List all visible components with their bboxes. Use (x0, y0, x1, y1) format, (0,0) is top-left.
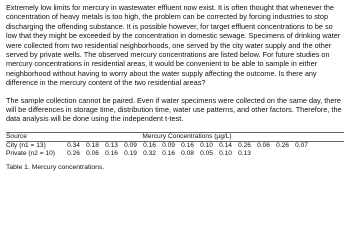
table-cell: 0.34 (67, 141, 80, 149)
table-cell: 0.18 (86, 141, 99, 149)
table-cell: 0.14 (219, 141, 232, 149)
table-cell: 0.19 (124, 149, 137, 157)
table-cell: 0.16 (105, 149, 118, 157)
mercury-table (6, 132, 344, 158)
table-cell: 0.26 (238, 141, 251, 149)
table-cell: 0.06 (257, 141, 270, 149)
table-cell: 0.13 (238, 149, 251, 157)
table-cell: 0.10 (219, 149, 232, 157)
table-cell: 0.09 (124, 141, 137, 149)
table-row (6, 150, 344, 158)
table-cell: 0.07 (295, 141, 308, 149)
table-cell: 0.08 (181, 149, 194, 157)
header-source: Source (6, 132, 27, 140)
header-values: Mercury Concentrations (µg/L) (142, 132, 232, 140)
problem-paragraph: Extremely low limits for mercury in wastewater effluent now exist. It is often thought that whenever the concentration of heavy metals is too high, the problem can be corrected by forcing industries to stop discharging the offending substance. It is possible however, for target effluent concentrations to be so low that they might be exceeded by the concentration in domestic sewage. Specimens of drinking water were collected from two residential neighborhoods, one served by the city water supply and the other served by private wells. The observed mercury concentrations are listed below. For future studies on mercury concentrations in residential areas, it would be convenient to be able to sample in either neighborhood without having to worry about the water supply affecting the outcome. Is there any difference in the mercury content of the two residential areas? (6, 3, 341, 88)
table-row (6, 142, 344, 150)
table-cell: 0.16 (162, 149, 175, 157)
table-header-row (6, 133, 344, 141)
table-cell: 0.26 (276, 141, 289, 149)
table-cell: 0.09 (162, 141, 175, 149)
table-cell: 0.26 (67, 149, 80, 157)
table-cell: 0.13 (105, 141, 118, 149)
table-caption: Table 1. Mercury concentrations. (6, 163, 105, 171)
method-paragraph: The sample collection cannot be paired. Even if water specimens were collected on the same day, there will be differences in storage time, distribution time, water use patterns, and other factors. Therefore, the data analysis will be done using the independent t-test. (6, 95, 342, 124)
table-cell: 0.10 (200, 141, 213, 149)
table-cell: 0.16 (181, 141, 194, 149)
table-cell: 0.06 (86, 149, 99, 157)
table-cell: 0.16 (143, 141, 156, 149)
table-cell: 0.32 (143, 149, 156, 157)
row-label-private: Private (n2 = 10) (6, 149, 55, 157)
table-cell: 0.05 (200, 149, 213, 157)
row-label-city: City (n1 = 13) (6, 141, 46, 149)
